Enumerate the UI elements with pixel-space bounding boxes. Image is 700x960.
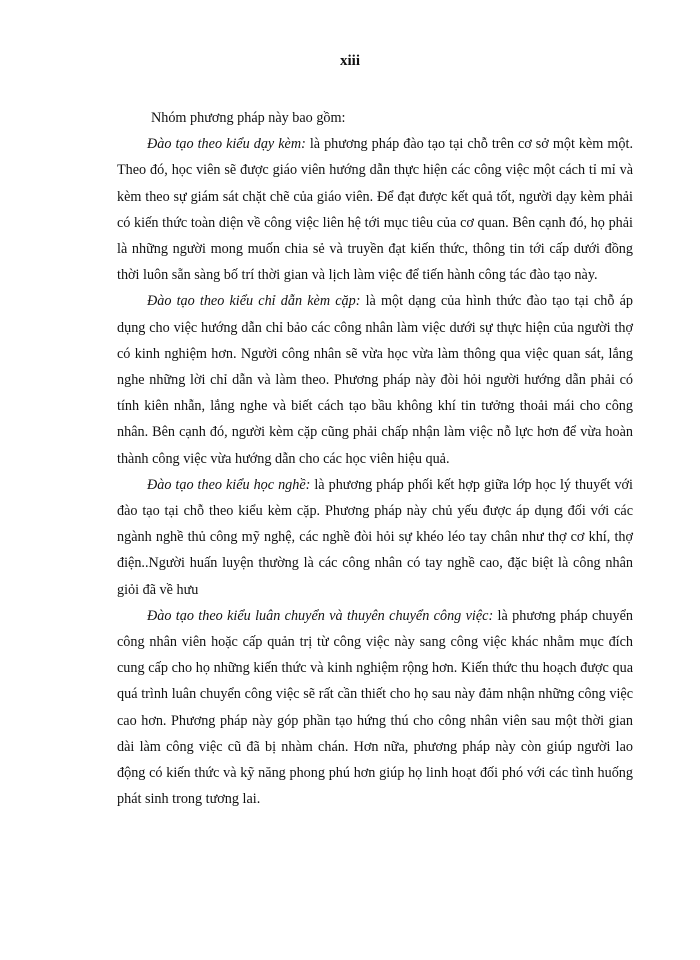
term-hoc-nghe: Đào tạo theo kiểu học nghề:: [147, 476, 311, 493]
paragraph-day-kem-text: là phương pháp đào tạo tại chỗ trên cơ sở một kèm một. Theo đó, học viên sẽ được giáo viên hướng dẫn thực hiện các công việc một cách tỉ mỉ và kèm theo sự giám sát chặt chẽ của giáo viên. Để đạt được kết quả tốt, người dạy kèm phải có kiến thức toàn diện về công việc liên hệ tới mục tiêu của cơ quan. Bên cạnh đó, họ phải là những người mong muốn chia sẻ và truyền đạt kiến thức, thông tin tới cấp dưới đồng thời luôn sẵn sàng bố trí thời gian và lịch làm việc để tiến hành công tác đào tạo này.: [117, 136, 633, 284]
body-text: [117, 105, 633, 812]
term-day-kem: Đào tạo theo kiểu dạy kèm:: [147, 136, 306, 153]
term-luan-chuyen: Đào tạo theo kiểu luân chuyển và thuyên chuyển công việc:: [147, 607, 494, 624]
paragraph-luan-chuyen-text: là phương pháp chuyển công nhân viên hoặc cấp quản trị từ công việc này sang công việc khác nhằm mục đích cung cấp cho họ những kiến thức và kinh nghiệm rộng hơn. Kiến thức thu hoạch được qua quá trình luân chuyển công việc sẽ rất cần thiết cho họ sau này đảm nhận những công việc cao hơn. Phương pháp này góp phần tạo hứng thú cho công nhân viên sau một thời gian dài làm công việc cũ đã bị nhàm chán. Hơn nữa, phương pháp này còn giúp người lao động có kiến thức và kỹ năng phong phú hơn giúp họ linh hoạt đối phó với các tình huống phát sinh trong tương lai.: [117, 607, 634, 808]
paragraph-chi-dan-kem-cap-text: là một dạng của hình thức đào tạo tại chỗ áp dụng cho việc hướng dẫn chỉ bảo các công nhân làm việc dưới sự thực hiện của người thợ có kinh nghiệm hơn. Người công nhân sẽ vừa học vừa làm thông qua việc quan sát, lắng nghe những lời chỉ dẫn và làm theo. Phương pháp này đòi hỏi người hướng dẫn phải có tính kiên nhẫn, lắng nghe và biết cách tạo bầu không khí tin tưởng thoải mái cho công nhân. Bên cạnh đó, người kèm cặp cũng phải chấp nhận làm việc nỗ lực hơn để vừa hoàn thành công việc vừa hướng dẫn cho các học viên hiệu quả.: [117, 293, 633, 467]
term-chi-dan-kem-cap: Đào tạo theo kiểu chỉ dẫn kèm cặp:: [147, 293, 361, 310]
page-number: xiii: [339, 53, 360, 69]
intro-paragraph: Nhóm phương pháp này bao gồm:: [151, 110, 346, 126]
paragraph-day-kem: [117, 131, 633, 288]
paragraph-chi-dan-kem-cap: [117, 288, 633, 471]
paragraph-luan-chuyen: [117, 603, 633, 813]
paragraph-hoc-nghe-text: là phương pháp phối kết hợp giữa lớp học lý thuyết với đào tạo tại chỗ theo kiểu kèm cặp. Phương pháp này chủ yếu được áp dụng đối với các ngành nghề thủ công mỹ nghệ, các nghề đòi hỏi sự khéo léo tay chân như thợ cơ khí, thợ điện..Người huấn luyện thường là các công nhân có tay nghề cao, đặc biệt là công nhân giỏi đã về hưu: [117, 476, 633, 598]
paragraph-hoc-nghe: [117, 472, 633, 603]
